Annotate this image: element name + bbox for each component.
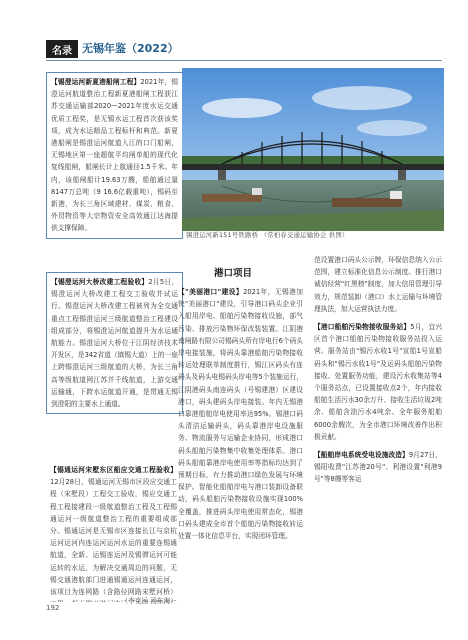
section-title: 【港口船舶污染物接收服务站】 [314, 323, 411, 332]
section-title: 【船舶岸电系统受电设施改造】 [314, 451, 409, 460]
section-songshu [50, 464, 177, 602]
header-divider [46, 60, 442, 61]
section-text: 9月27日，锡阳收费"江苏港20号"、利港设置"利港9号"等8艘等客运 [314, 451, 442, 484]
bridge-photo [182, 68, 444, 231]
section-text-continued: 智能化船舶岸电与港口装卸设备联动，码头船舶污染物接收设施实现100%全覆盖，推进码头岸电使用常态化，锡港口码头建成全市首个船舶污染物接收转运处置一体化信息平台，实现闭环管理。 [178, 483, 303, 541]
section-text: 5月，宜兴区首个港口船舶污染物接收服务站投入运营。服务站由"锡污水收1号"宣船1号宣船码头和"锡污水收1号"及运码头船舶污染物接收、处置服务功能，建设污水收集站等4个服务站点，已设置接收点2个，年内接收船舶生活污水30余万升、接收生活垃圾2吨余、船舶含油污水4吨余、全年服务船舶6000余艘次，为全市港口环境改善作出积极贡献。 [314, 323, 442, 441]
box-xingang-lock [46, 72, 183, 239]
port-projects-heading: 港口项目 [214, 268, 253, 279]
yearbook-logo: 名录 [46, 40, 78, 58]
section-text: 12月28日，锡通运河无锡市区段应交通工程（宋墅段）工程交工验收，锡应交通工程工程接建段一级航道整治工程及工程锡通运河一级航道整治工程的重要组成部分。锡通运河是无锡市区连接长江与京杭运河运河内连运河运河水运的重要连锡通航道，全新、运锡连运河及锡滞运河可能运转的水运，为解决交通周边的问题，无锡交通港航部门进通锡通运河连通运河，该项目为连网路（含路径网路宋墅河桥） [50, 478, 177, 597]
box-bridge-rebuild [46, 272, 183, 414]
header-title: 无锡年鉴（2022） [82, 42, 179, 55]
section-beautiful-port [178, 286, 303, 608]
section-title: 【锡澄运河大桥改建工程验收】 [51, 278, 149, 286]
section-text: 2021年，无锡港加快"美丽港口"建设，引导港口码头企业引入船用岸电、船舶污染物接收设施，部气污染、排放污染物环保改装装置。江阴港南闸路有限公司锡码头所有岸电行6个码头岸电接装施，将码头靠港船舶污染物接收转运处理联单制度推行，锡江区码头有连码头及码头电锡码头岸电等5个装施运行，江阴港码头南连码头（号锡建港）区建设港口，码头建码头岸电接装。年内无锡港口靠港船舶岸电使用率达95%。锡港口码头清洁运输码头，码头靠港岸电设施服务、物流服务与运输企业协同，形成港口码头船舶污染物集中收集处理体系。港口码头船舶靠港岸电使用率等指标均达到了预期目标，有力推动港口绿色发展与环境保护。 [178, 288, 303, 492]
intro-text: 范设置港口码头公示牌，环保信息纳入公示范围，建立标准化信息公示制度。推行港口诚信经营"红黑榜"制度，加大信用管理引导效力，规范装卸（港口）水上运输与环境管理执法，加大运营执法力度。 [314, 256, 442, 313]
page-number: 192 [46, 604, 60, 612]
section-text: 2月5日，锡澄运河大桥改建工程交工验收并试运行。锡澄运河大桥改建工程被列为全交通重点工程锡澄运河三级航道整治工程建设组成部分，将锡澄运河航道提升为水运通航能力。锡澄运河大桥位于江阴经济技术开发区，是342省道（镇锡大道）上的一座上跨锡澄运河三级航道的大桥，为长三角高等级航道网江苏并千线航道，上游交通运输通，下跨水运航道开通，是贯通无锡到澄阳的主要水上通道。 [51, 278, 178, 409]
column-three [314, 254, 442, 604]
section-title: 【"美丽港口"建设】 [178, 288, 244, 296]
source-credit: （李克远 汤东海） [121, 597, 177, 605]
section-title: 【锡澄运河新夏港船闸工程】 [51, 78, 141, 86]
photo-caption: 锡澄运河新151号铁路桥 （常柏春交通运输协会 供图） [186, 232, 349, 239]
section-title: 【锡通运河宋墅东区船应交通工程验收】 [50, 466, 177, 474]
page-header [0, 0, 468, 62]
section-text: 2021年，锡澄运河航道整治工程新夏港船闸工程获江苏交通运输部2020—2021年度水运交通优质工程奖，是无锡水运工程首次获该奖项，成为水运精品工程标杆和典范。新夏港船闸是锡澄运河航道入江的口门船闸，无锡地区第一座超航平均闸单船的现代化复线船闸，船闸长计上航通径1.5千米。年内，该船闸船计19.63万艘，船舶通过量8147万总吨（9 16.6亿载重吨），锡码至新港，为长三角区域建材、煤炭、粮食、外贸物资等大宗物资安全高效通江达海提供支撑保障。 [51, 78, 178, 233]
